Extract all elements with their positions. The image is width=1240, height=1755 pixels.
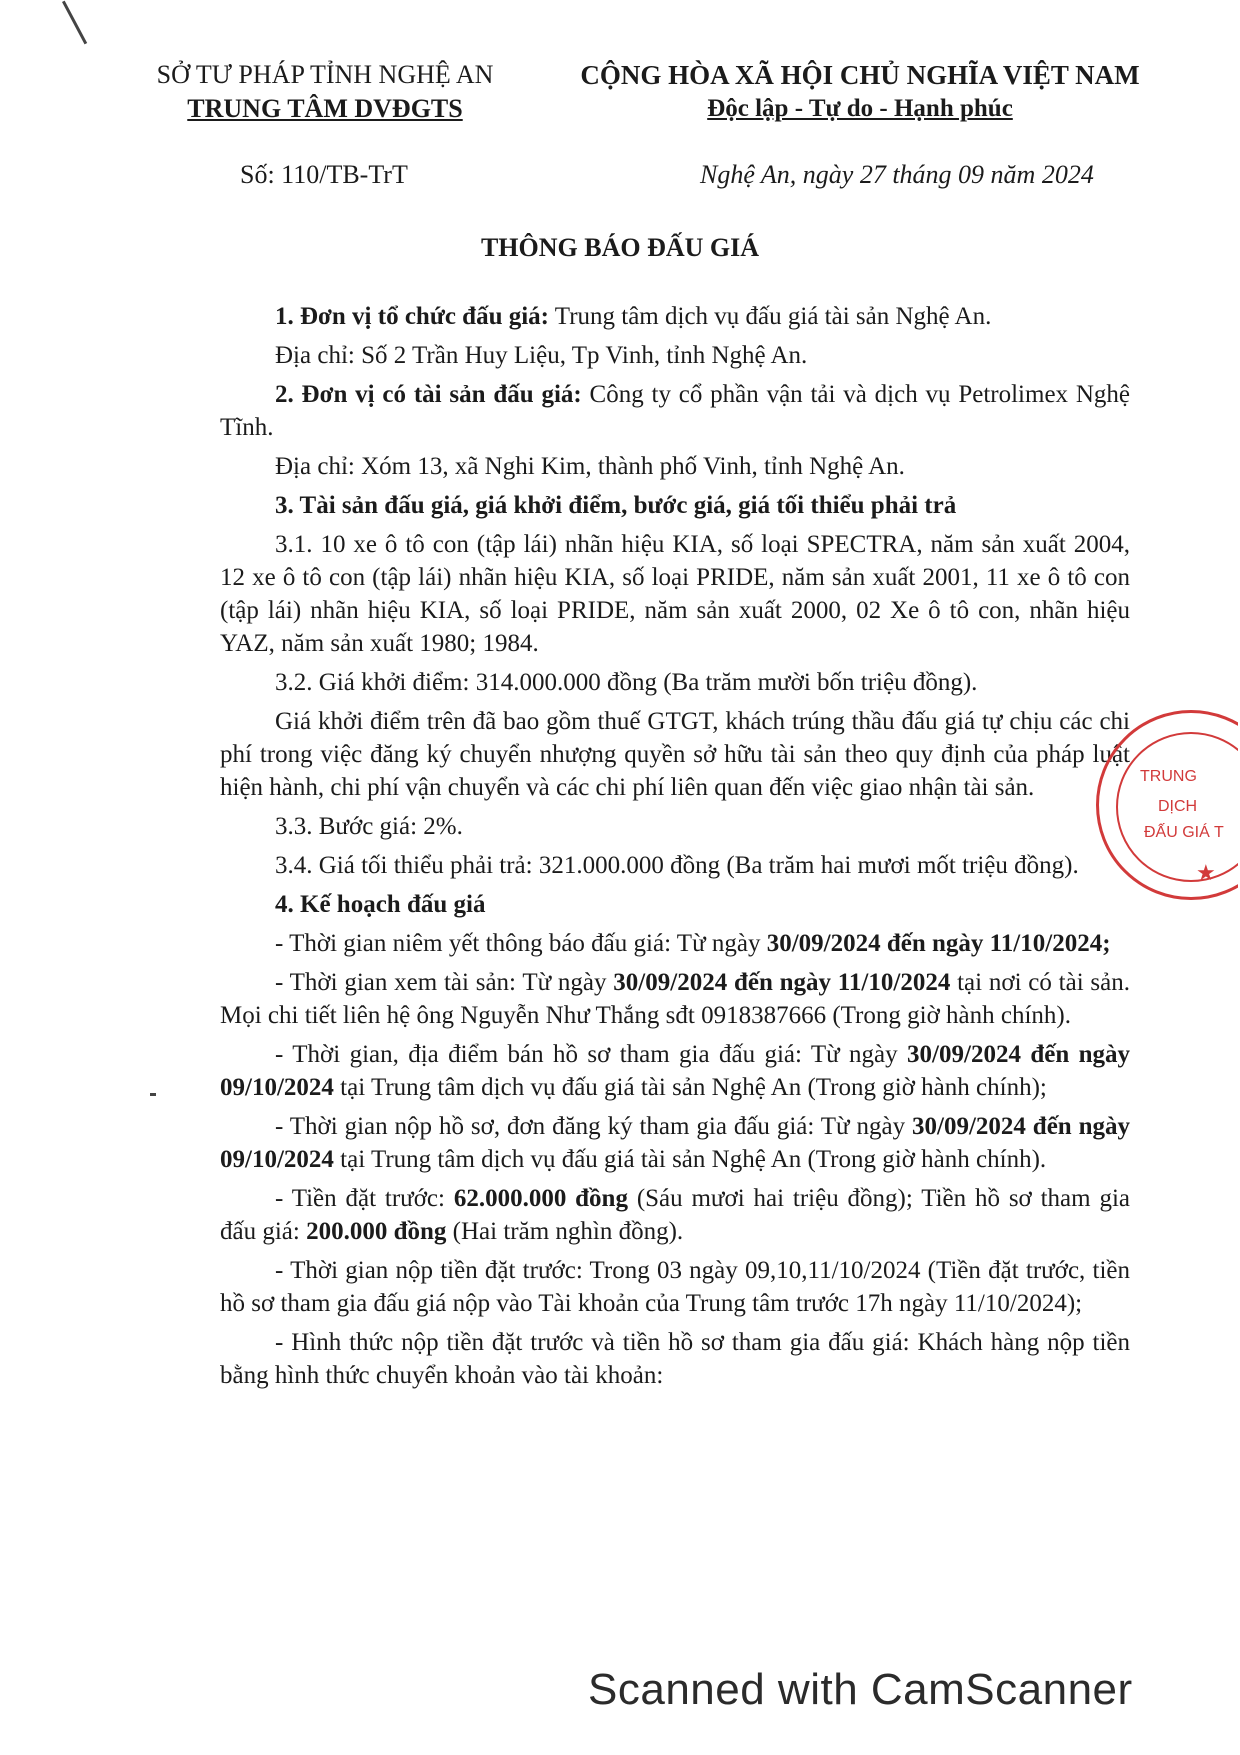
section-3-3: 3.3. Bước giá: 2%. [275,813,463,840]
seal-text-2: DỊCH [1158,798,1198,815]
section-4-heading: 4. Kế hoạch đấu giá [275,891,486,918]
seal-text-1: TRUNG [1140,768,1197,785]
national-title: CỘNG HÒA XÃ HỘI CHỦ NGHĨA VIỆT NAM [580,60,1140,90]
scan-speck [150,1093,156,1096]
issuer-department: SỞ TƯ PHÁP TỈNH NGHỆ AN [156,60,494,89]
red-seal-stamp [1088,710,1238,910]
section-3-1: 3.1. 10 xe ô tô con (tập lái) nhãn hiệu KIA, số loại SPECTRA, năm sản xuất 2004, 12 xe ô tô con (tập lái) nhãn hiệu KIA, số loại PRIDE, năm sản xuất 2001, 11 xe ô tô con (tập lái) nhãn hiệu KIA, số loại PRIDE, năm sản xuất 2000, 02 Xe ô tô con, nhãn hiệu YAZ, năm sản xuất 1980; 1984. [220,531,1130,657]
document-number: Số: 110/TB-TrT [240,160,408,189]
plan-dossier-sale: - Thời gian, địa điểm bán hồ sơ tham gia đấu giá: Từ ngày 30/09/2024 đến ngày 09/10/2024 tại Trung tâm dịch vụ đấu giá tài sản Nghệ An (Trong giờ hành chính); [220,1041,1130,1101]
seal-text-3: ĐẤU GIÁ T [1144,824,1224,841]
plan-listing-time: - Thời gian niêm yết thông báo đấu giá: Từ ngày 30/09/2024 đến ngày 11/10/2024; [275,930,1111,957]
section-2: 2. Đơn vị có tài sản đấu giá: Công ty cổ phần vận tải và dịch vụ Petrolimex Nghệ Tĩnh. [220,381,1131,441]
section-2-address: Địa chỉ: Xóm 13, xã Nghi Kim, thành phố Vinh, tỉnh Nghệ An. [275,453,905,480]
section-3-heading: 3. Tài sản đấu giá, giá khởi điểm, bước giá, giá tối thiểu phải trả [275,492,957,519]
section-3-2-note: Giá khởi điểm trên đã bao gồm thuế GTGT, khách trúng thầu đấu giá tự chịu các chi phí trong việc đăng ký chuyển nhượng quyền sở hữu tài sản theo quy định của pháp luật hiện hành, chi phí vận chuyển và các chi phí liên quan đến việc giao nhận tài sản. [220,708,1130,801]
section-1-address: Địa chỉ: Số 2 Trần Huy Liệu, Tp Vinh, tỉnh Nghệ An. [275,342,808,369]
section-1: 1. Đơn vị tổ chức đấu giá: Trung tâm dịch vụ đấu giá tài sản Nghệ An. [275,303,992,330]
camscanner-watermark: Scanned with CamScanner [588,1665,1133,1714]
seal-star-icon: ★ [1196,860,1216,885]
plan-dossier-submission: - Thời gian nộp hồ sơ, đơn đăng ký tham gia đấu giá: Từ ngày 30/09/2024 đến ngày 09/10/2024 tại Trung tâm dịch vụ đấu giá tài sản Nghệ An (Trong giờ hành chính). [220,1113,1131,1173]
plan-viewing-time: - Thời gian xem tài sản: Từ ngày 30/09/2024 đến ngày 11/10/2024 tại nơi có tài sản. Mọi chi tiết liên hệ ông Nguyễn Như Thắng sđt 0918387666 (Trong giờ hành chính). [220,969,1130,1029]
national-header [560,58,1160,126]
issuer-center: TRUNG TÂM DVĐGTS [187,94,463,123]
plan-payment-method: - Hình thức nộp tiền đặt trước và tiền hồ sơ tham gia đấu giá: Khách hàng nộp tiền bằng hình thức chuyển khoản vào tài khoản: [220,1329,1130,1389]
plan-deposit: - Tiền đặt trước: 62.000.000 đồng (Sáu mươi hai triệu đồng); Tiền hồ sơ tham gia đấu giá: 200.000 đồng (Hai trăm nghìn đồng). [220,1185,1130,1245]
scan-artifact [62,1,87,45]
document-title: THÔNG BÁO ĐẤU GIÁ [480,233,760,262]
national-motto: Độc lập - Tự do - Hạnh phúc [707,95,1013,122]
issuer-header [140,58,510,126]
plan-deposit-time: - Thời gian nộp tiền đặt trước: Trong 03 ngày 09,10,11/10/2024 (Tiền đặt trước, tiền hồ sơ tham gia đấu giá nộp vào Tài khoản của Trung tâm trước 17h ngày 11/10/2024); [220,1257,1130,1317]
section-3-4: 3.4. Giá tối thiểu phải trả: 321.000.000 đồng (Ba trăm hai mươi mốt triệu đồng). [275,852,1079,879]
document-body [220,300,1130,1398]
document-date: Nghệ An, ngày 27 tháng 09 năm 2024 [700,160,1094,189]
section-3-2: 3.2. Giá khởi điểm: 314.000.000 đồng (Ba trăm mười bốn triệu đồng). [275,669,978,696]
